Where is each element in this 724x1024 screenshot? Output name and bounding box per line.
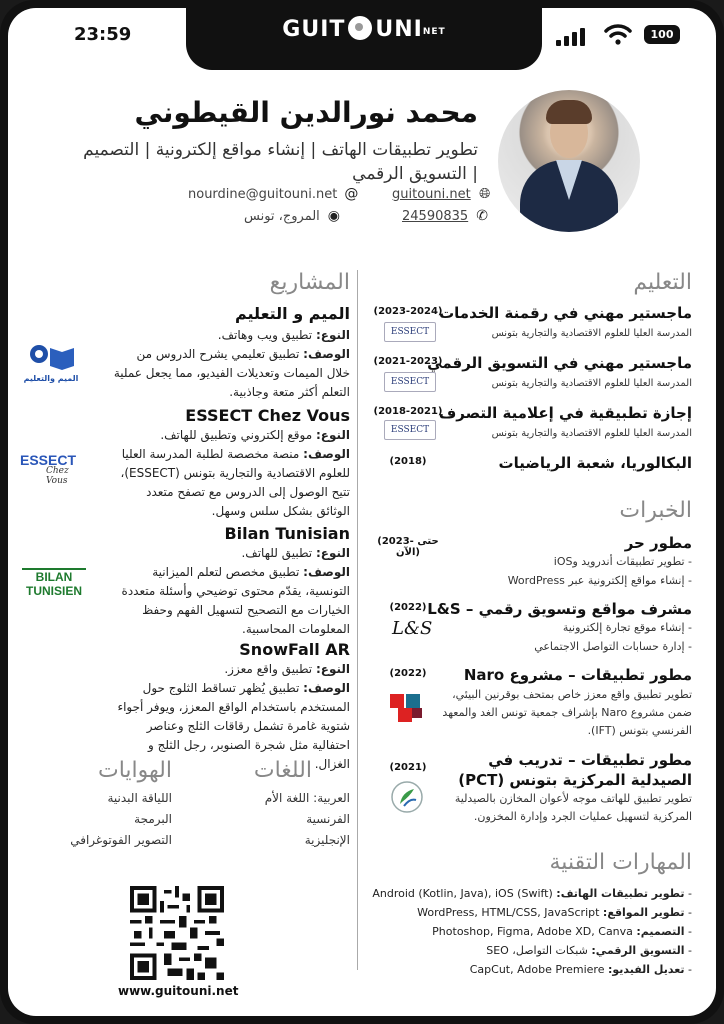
project-title: ESSECT Chez Vous bbox=[185, 406, 350, 425]
experience-year: (2022) bbox=[389, 602, 427, 613]
experience-bullets bbox=[442, 618, 692, 656]
globe-icon: 🌐︎ bbox=[479, 186, 491, 202]
list-item: - التصميم: Photoshop, Figma, Adobe XD, Canva bbox=[432, 925, 692, 938]
hobbies-heading: الهوايات bbox=[98, 758, 172, 783]
experience-year: (2022) bbox=[389, 668, 427, 679]
qr-code-icon[interactable] bbox=[130, 886, 224, 980]
experience-role: مطور حر bbox=[624, 534, 692, 552]
list-item: - تعديل الفيديو: CapCut, Adobe Premiere bbox=[469, 963, 692, 976]
education-school: المدرسة العليا للعلوم الاقتصادية والتجارية بتونس bbox=[491, 428, 692, 439]
list-item: - التسويق الرقمي: شبكات التواصل، SEO bbox=[486, 944, 692, 957]
list-item: التصوير الفوتوغرافي bbox=[70, 833, 172, 847]
wifi-icon bbox=[604, 22, 632, 46]
list-item: - إدارة حسابات التواصل الاجتماعي bbox=[534, 640, 692, 653]
education-school: المدرسة العليا للعلوم الاقتصادية والتجارية بتونس bbox=[491, 328, 692, 339]
essect-logo: ESSECT bbox=[384, 372, 436, 392]
experience-year: (2023- حتى الآن) bbox=[377, 536, 439, 558]
memes-logo: الميم والتعليم bbox=[22, 342, 80, 386]
phone-value[interactable]: 24590835 bbox=[402, 209, 469, 224]
project-title: SnowFall AR bbox=[239, 640, 350, 659]
brand-logo: GUIT UNINET bbox=[282, 17, 446, 42]
naro-logo-icon bbox=[388, 688, 428, 728]
education-year: (2018) bbox=[389, 456, 427, 467]
location-contact bbox=[244, 208, 342, 224]
list-item: - إنشاء مواقع إلكترونية عبر WordPress bbox=[507, 574, 692, 587]
project-body: النوع: تطبيق واقع معزز. الوصف: تطبيق يُظهر تساقط الثلوج حول المستخدم باستخدام الواقع المعزز، ويوفر أجواء شتوية غامرة تشمل رقاقات الثلج وعناصر احتفالية مثل شجرة الصنوبر، رجل الثلج و الغزال. bbox=[117, 662, 350, 771]
essect-logo: ESSECT bbox=[384, 322, 436, 342]
list-item: - تطوير تطبيقات أندرويد وiOS bbox=[553, 555, 692, 568]
list-item: - تطوير تطبيقات الهاتف: Android (Kotlin, Java), iOS (Swift) bbox=[372, 887, 692, 900]
list-item: البرمجة bbox=[134, 812, 172, 826]
list-item: الفرنسية bbox=[306, 812, 350, 826]
book-icon bbox=[26, 342, 76, 370]
project-body: النوع: تطبيق ويب وهاتف. الوصف: تطبيق تعليمي يشرح الدروس من خلال الميمات وتعديلات الفيديو، مما يجعل عملية التعلم أكثر متعة وجاذبية. bbox=[113, 328, 350, 399]
essect-chez-vous-logo: ESSECT Chez Vous bbox=[20, 452, 77, 486]
website-url[interactable]: www.guitouni.net bbox=[118, 984, 239, 998]
education-heading: التعليم bbox=[633, 270, 692, 295]
project-title: Bilan Tunisian bbox=[224, 524, 350, 543]
pct-logo-icon bbox=[390, 780, 424, 814]
list-item: العربية: اللغة الأم bbox=[264, 791, 350, 805]
education-item: ماجستير مهني في رقمنة الخدمات bbox=[439, 304, 692, 322]
essect-logo: ESSECT bbox=[384, 420, 436, 440]
location-value: المروج، تونس bbox=[244, 209, 320, 224]
project-title: الميم و التعليم bbox=[234, 304, 350, 323]
education-year: (2021-2023) bbox=[373, 356, 443, 367]
experience-text: تطوير تطبيق للهاتف موجه لأعوان المخازن بالصيدلية المركزية لتسهيل عمليات الجرد وإدارة المخزون. bbox=[454, 792, 692, 823]
column-divider bbox=[357, 270, 358, 970]
cv-screen bbox=[8, 8, 716, 1016]
experience-year: (2021) bbox=[389, 762, 427, 773]
languages-heading: اللغات bbox=[253, 758, 312, 783]
bilan-logo: BILAN TUNISIEN bbox=[22, 568, 86, 604]
ls-logo: L&S bbox=[392, 618, 433, 639]
experience-role: مشرف مواقع وتسويق رقمي – L&S bbox=[427, 600, 692, 618]
experience-role: مطور تطبيقات – مشروع Naro bbox=[463, 666, 692, 684]
at-icon: @ bbox=[344, 186, 359, 202]
list-item: - إنشاء موقع تجارة إلكترونية bbox=[562, 621, 692, 634]
experience-text: تطوير تطبيق واقع معزز خاص بمتحف بوقرنين البيئي، ضمن مشروع Naro بإشراف جمعية تونس الغد والمعهد الفرنسي بتونس (IFT). bbox=[442, 688, 692, 737]
education-item: البكالوريا، شعبة الرياضيات bbox=[498, 454, 692, 472]
tech-skills-list bbox=[372, 884, 692, 979]
person-subtitle: تطوير تطبيقات الهاتف | إنشاء مواقع إلكترونية | التصميم | التسويق الرقمي bbox=[83, 140, 478, 184]
list-item: اللياقة البدنية bbox=[107, 791, 172, 805]
languages-list bbox=[240, 788, 350, 851]
experience-heading: الخبرات bbox=[619, 498, 692, 523]
education-item: ماجستير مهني في التسويق الرقمي bbox=[427, 354, 692, 372]
phone-contact[interactable] bbox=[402, 208, 490, 224]
education-school: المدرسة العليا للعلوم الاقتصادية والتجارية بتونس bbox=[491, 378, 692, 389]
experience-role: مطور تطبيقات – تدريب في الصيدلية المركزية بتونس (PCT) bbox=[458, 751, 692, 789]
status-bar bbox=[8, 8, 716, 68]
project-body: النوع: موقع إلكتروني وتطبيق للهاتف. الوصف: منصة مخصصة لطلبة المدرسة العليا للعلوم الاقتصادية والتجارية بتونس (ESSECT)، تتيح الوصول إلى الدروس مع تصفح متعدد الوثائق بشكل سلس وسهل. bbox=[120, 428, 350, 518]
hobbies-list bbox=[42, 788, 172, 851]
list-item: الإنجليزية bbox=[304, 833, 350, 847]
list-item: - تطوير المواقع: WordPress, HTML/CSS, JavaScript bbox=[417, 906, 692, 919]
moon-icon bbox=[348, 16, 372, 40]
education-year: (2018-2021) bbox=[373, 406, 443, 417]
battery-icon: 100 bbox=[644, 25, 680, 44]
education-item: إجازة تطبيقية في إعلامية التصرف bbox=[438, 404, 692, 422]
profile-photo bbox=[498, 90, 640, 232]
status-time: 23:59 bbox=[74, 24, 132, 45]
website-contact[interactable] bbox=[392, 186, 493, 202]
email-value[interactable]: nourdine@guitouni.net bbox=[188, 187, 338, 202]
email-contact[interactable] bbox=[188, 186, 359, 202]
project-body: النوع: تطبيق للهاتف. الوصف: تطبيق مخصص لتعلم الميزانية التونسية، يقدّم محتوى توضيحي وأسئلة متعددة الخيارات مع التصحيح لتسهيل الفهم وحفظ المعلومات المحاسبية. bbox=[121, 546, 350, 636]
person-name: محمد نورالدين القيطوني bbox=[134, 96, 478, 129]
projects-heading: المشاريع bbox=[269, 270, 350, 295]
education-year: (2023-2024) bbox=[373, 306, 443, 317]
website-value[interactable]: guitouni.net bbox=[392, 187, 471, 202]
signal-icon bbox=[556, 26, 588, 46]
notch bbox=[186, 8, 542, 70]
phone-icon: ✆ bbox=[476, 208, 489, 224]
experience-bullets bbox=[442, 552, 692, 590]
tech-skills-heading: المهارات التقنية bbox=[549, 850, 692, 875]
location-pin-icon: ◉ bbox=[327, 208, 340, 224]
